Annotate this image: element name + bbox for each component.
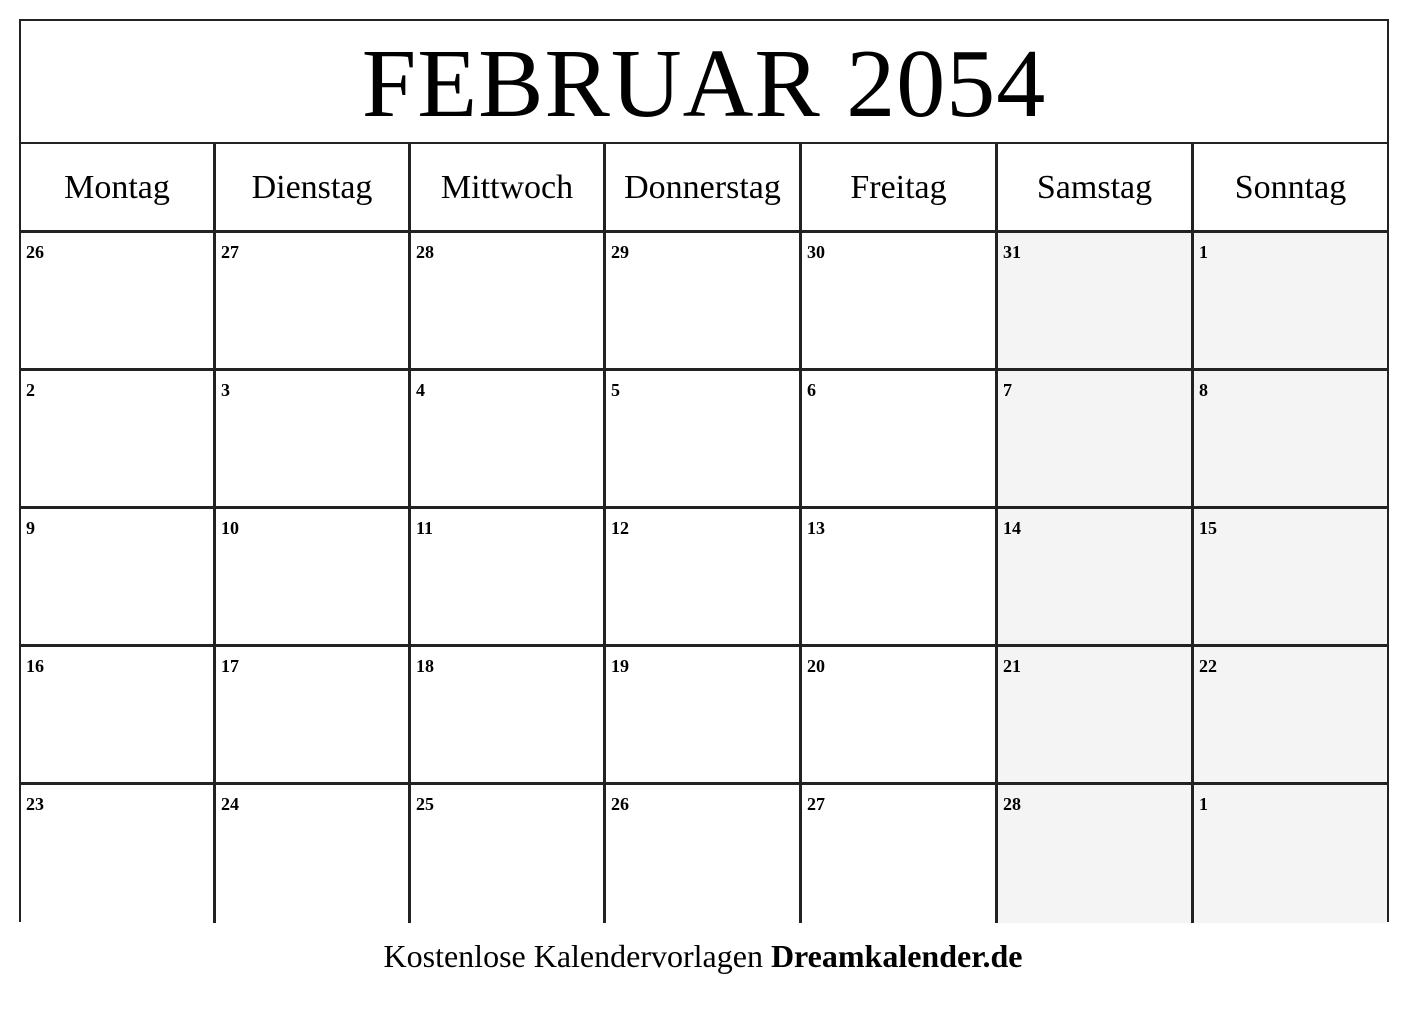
day-number: 28 <box>1003 794 1021 814</box>
weekday-header-donnerstag: Donnerstag <box>606 144 802 233</box>
day-number: 27 <box>807 794 825 814</box>
weekday-header-sonntag: Sonntag <box>1194 144 1387 233</box>
day-number: 20 <box>807 656 825 676</box>
day-cell <box>606 233 802 371</box>
calendar <box>19 19 1389 922</box>
day-cell <box>411 233 606 371</box>
day-number: 10 <box>221 518 239 538</box>
day-number: 31 <box>1003 242 1021 262</box>
day-cell <box>998 233 1194 371</box>
day-cell <box>21 647 216 785</box>
day-number: 15 <box>1199 518 1217 538</box>
day-number: 2 <box>26 380 35 400</box>
day-number: 13 <box>807 518 825 538</box>
day-number: 1 <box>1199 242 1208 262</box>
day-cell <box>21 785 216 923</box>
day-cell <box>216 509 411 647</box>
day-cell <box>802 647 998 785</box>
day-cell <box>998 785 1194 923</box>
day-cell <box>802 785 998 923</box>
day-number: 25 <box>416 794 434 814</box>
day-cell <box>411 785 606 923</box>
day-number: 28 <box>416 242 434 262</box>
day-cell <box>411 371 606 509</box>
day-cell <box>1194 233 1387 371</box>
day-cell <box>21 233 216 371</box>
day-number: 23 <box>26 794 44 814</box>
weekday-header-freitag: Freitag <box>802 144 998 233</box>
footer-text: Kostenlose Kalendervorlagen <box>383 938 763 974</box>
day-cell <box>216 785 411 923</box>
weekday-header-montag: Montag <box>21 144 216 233</box>
day-number: 26 <box>26 242 44 262</box>
day-number: 29 <box>611 242 629 262</box>
day-number: 4 <box>416 380 425 400</box>
day-number: 7 <box>1003 380 1012 400</box>
day-cell <box>21 371 216 509</box>
day-number: 12 <box>611 518 629 538</box>
weekday-header-mittwoch: Mittwoch <box>411 144 606 233</box>
day-cell <box>606 509 802 647</box>
day-number: 21 <box>1003 656 1021 676</box>
day-cell <box>802 509 998 647</box>
day-number: 18 <box>416 656 434 676</box>
day-number: 19 <box>611 656 629 676</box>
day-number: 1 <box>1199 794 1208 814</box>
day-cell <box>216 647 411 785</box>
day-number: 14 <box>1003 518 1021 538</box>
day-cell <box>1194 785 1387 923</box>
day-number: 3 <box>221 380 230 400</box>
day-cell <box>998 509 1194 647</box>
weekday-header-dienstag: Dienstag <box>216 144 411 233</box>
day-number: 24 <box>221 794 239 814</box>
day-number: 9 <box>26 518 35 538</box>
day-cell <box>1194 371 1387 509</box>
day-number: 6 <box>807 380 816 400</box>
footer-brand: Dreamkalender.de <box>770 938 1023 974</box>
footer <box>0 938 1406 975</box>
day-number: 22 <box>1199 656 1217 676</box>
day-cell <box>606 647 802 785</box>
day-number: 11 <box>416 518 434 538</box>
calendar-title: FEBRUAR 2054 <box>361 29 1047 138</box>
day-cell <box>1194 647 1387 785</box>
day-cell <box>216 371 411 509</box>
day-number: 30 <box>807 242 825 262</box>
day-cell <box>21 509 216 647</box>
day-cell <box>802 371 998 509</box>
day-number: 5 <box>611 380 620 400</box>
day-cell <box>411 647 606 785</box>
day-cell <box>998 647 1194 785</box>
weekday-header-samstag: Samstag <box>998 144 1194 233</box>
day-number: 8 <box>1199 380 1208 400</box>
day-cell <box>998 371 1194 509</box>
day-number: 16 <box>26 656 44 676</box>
day-number: 27 <box>221 242 239 262</box>
day-cell <box>802 233 998 371</box>
day-cell <box>1194 509 1387 647</box>
day-cell <box>411 509 606 647</box>
calendar-grid <box>21 144 1387 920</box>
day-cell <box>606 371 802 509</box>
day-number: 26 <box>611 794 629 814</box>
day-cell <box>216 233 411 371</box>
title-bar <box>21 21 1387 144</box>
day-number: 17 <box>221 656 239 676</box>
day-cell <box>606 785 802 923</box>
